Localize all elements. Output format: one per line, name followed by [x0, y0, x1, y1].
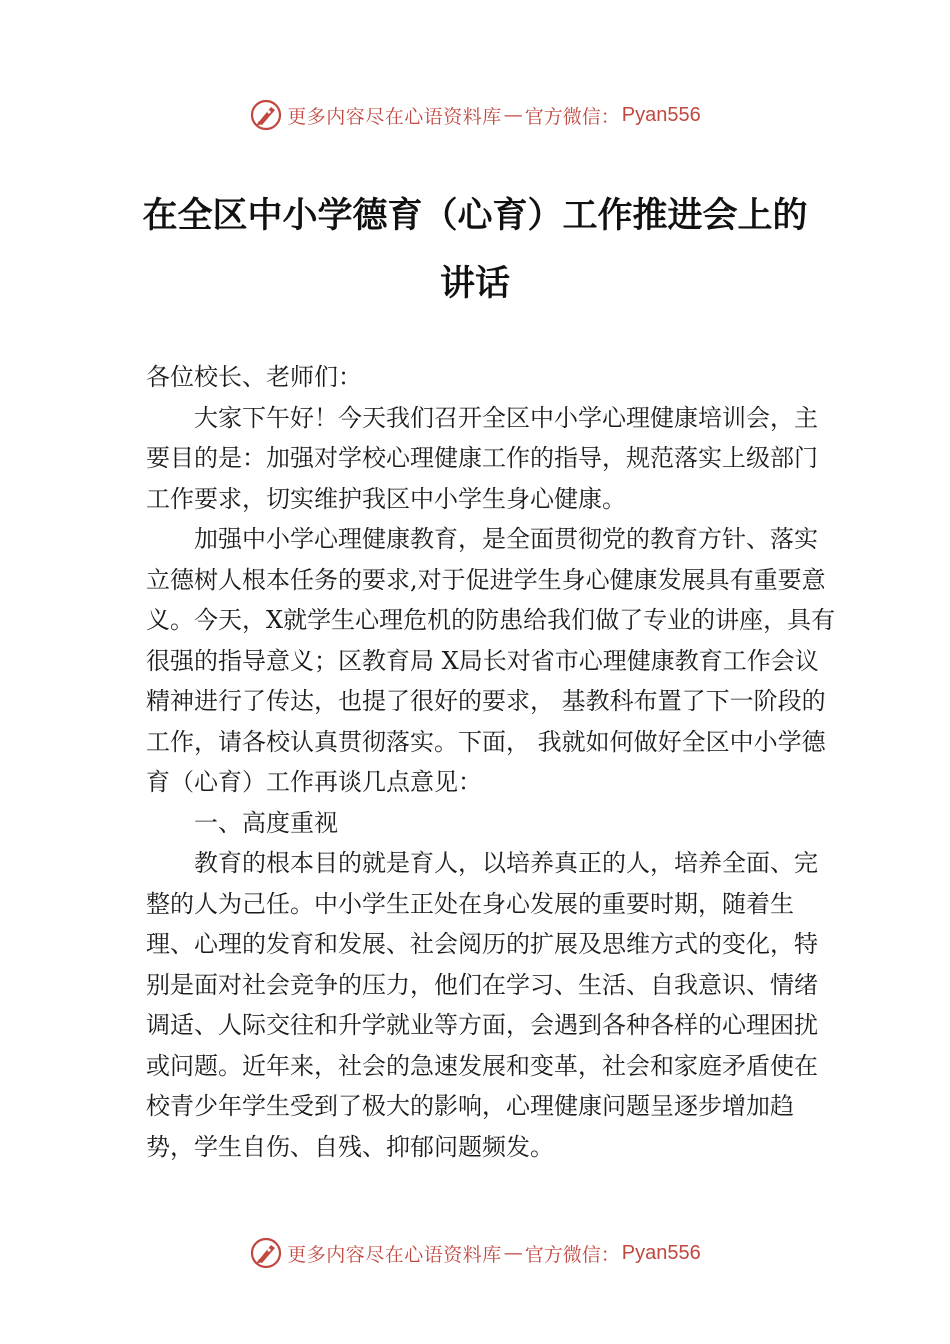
pen-nib-circle-icon [249, 1236, 283, 1270]
document-body [146, 357, 836, 1167]
paragraph: 加强中小学心理健康教育，是全面贯彻党的教育方针、落实立德树人根本任务的要求,对于促进学生身心健康发展具有重要意义。今天，X就学生心理危机的防患给我们做了专业的讲座，具有很强的指导意义；区教育局 X局长对省市心理健康教育工作会议精神进行了传达，也提了很好的要求， 基教科布置了下一阶段的工作，请各校认真贯彻落实。下面， 我就如何做好全区中小学德育（心育）工作再谈几点意见： [146, 525, 836, 796]
footer-promo-banner [0, 1233, 950, 1273]
promo-separator: — [503, 104, 523, 126]
document-title: 在全区中小学德育（心育）工作推进会上的讲话 [142, 196, 808, 304]
promo-text: 更多内容尽在心语资料库 [287, 1243, 502, 1266]
promo-text: 更多内容尽在心语资料库 [287, 105, 502, 128]
wechat-label: 官方微信： [524, 105, 620, 128]
wechat-label: 官方微信： [524, 1243, 620, 1266]
section-heading: 一、高度重视 [194, 808, 338, 837]
paragraph: 大家下午好！今天我们召开全区中小学心理健康培训会，主要目的是：加强对学校心理健康工作的指导，规范落实上级部门工作要求，切实维护我区中小学生身心健康。 [146, 403, 818, 513]
header-promo-banner [0, 95, 950, 135]
wechat-id: Pyan556 [621, 103, 701, 126]
paragraph: 教育的根本目的就是育人，以培养真正的人，培养全面、完整的人为己任。中小学生正处在身心发展的重要时期，随着生理、心理的发育和发展、社会阅历的扩展及思维方式的变化，特别是面对社会竞争的压力，他们在学习、生活、自我意识、情绪调适、人际交往和升学就业等方面，会遇到各种各样的心理困扰或问题。近年来，社会的急速发展和变革，社会和家庭矛盾使在校青少年学生受到了极大的影响，心理健康问题呈逐步增加趋势，学生自伤、自残、抑郁问题频发。 [146, 849, 818, 1161]
pen-nib-circle-icon [249, 98, 283, 132]
wechat-id: Pyan556 [621, 1241, 701, 1264]
promo-separator: — [503, 1242, 523, 1264]
greeting: 各位校长、老师们： [146, 363, 362, 391]
